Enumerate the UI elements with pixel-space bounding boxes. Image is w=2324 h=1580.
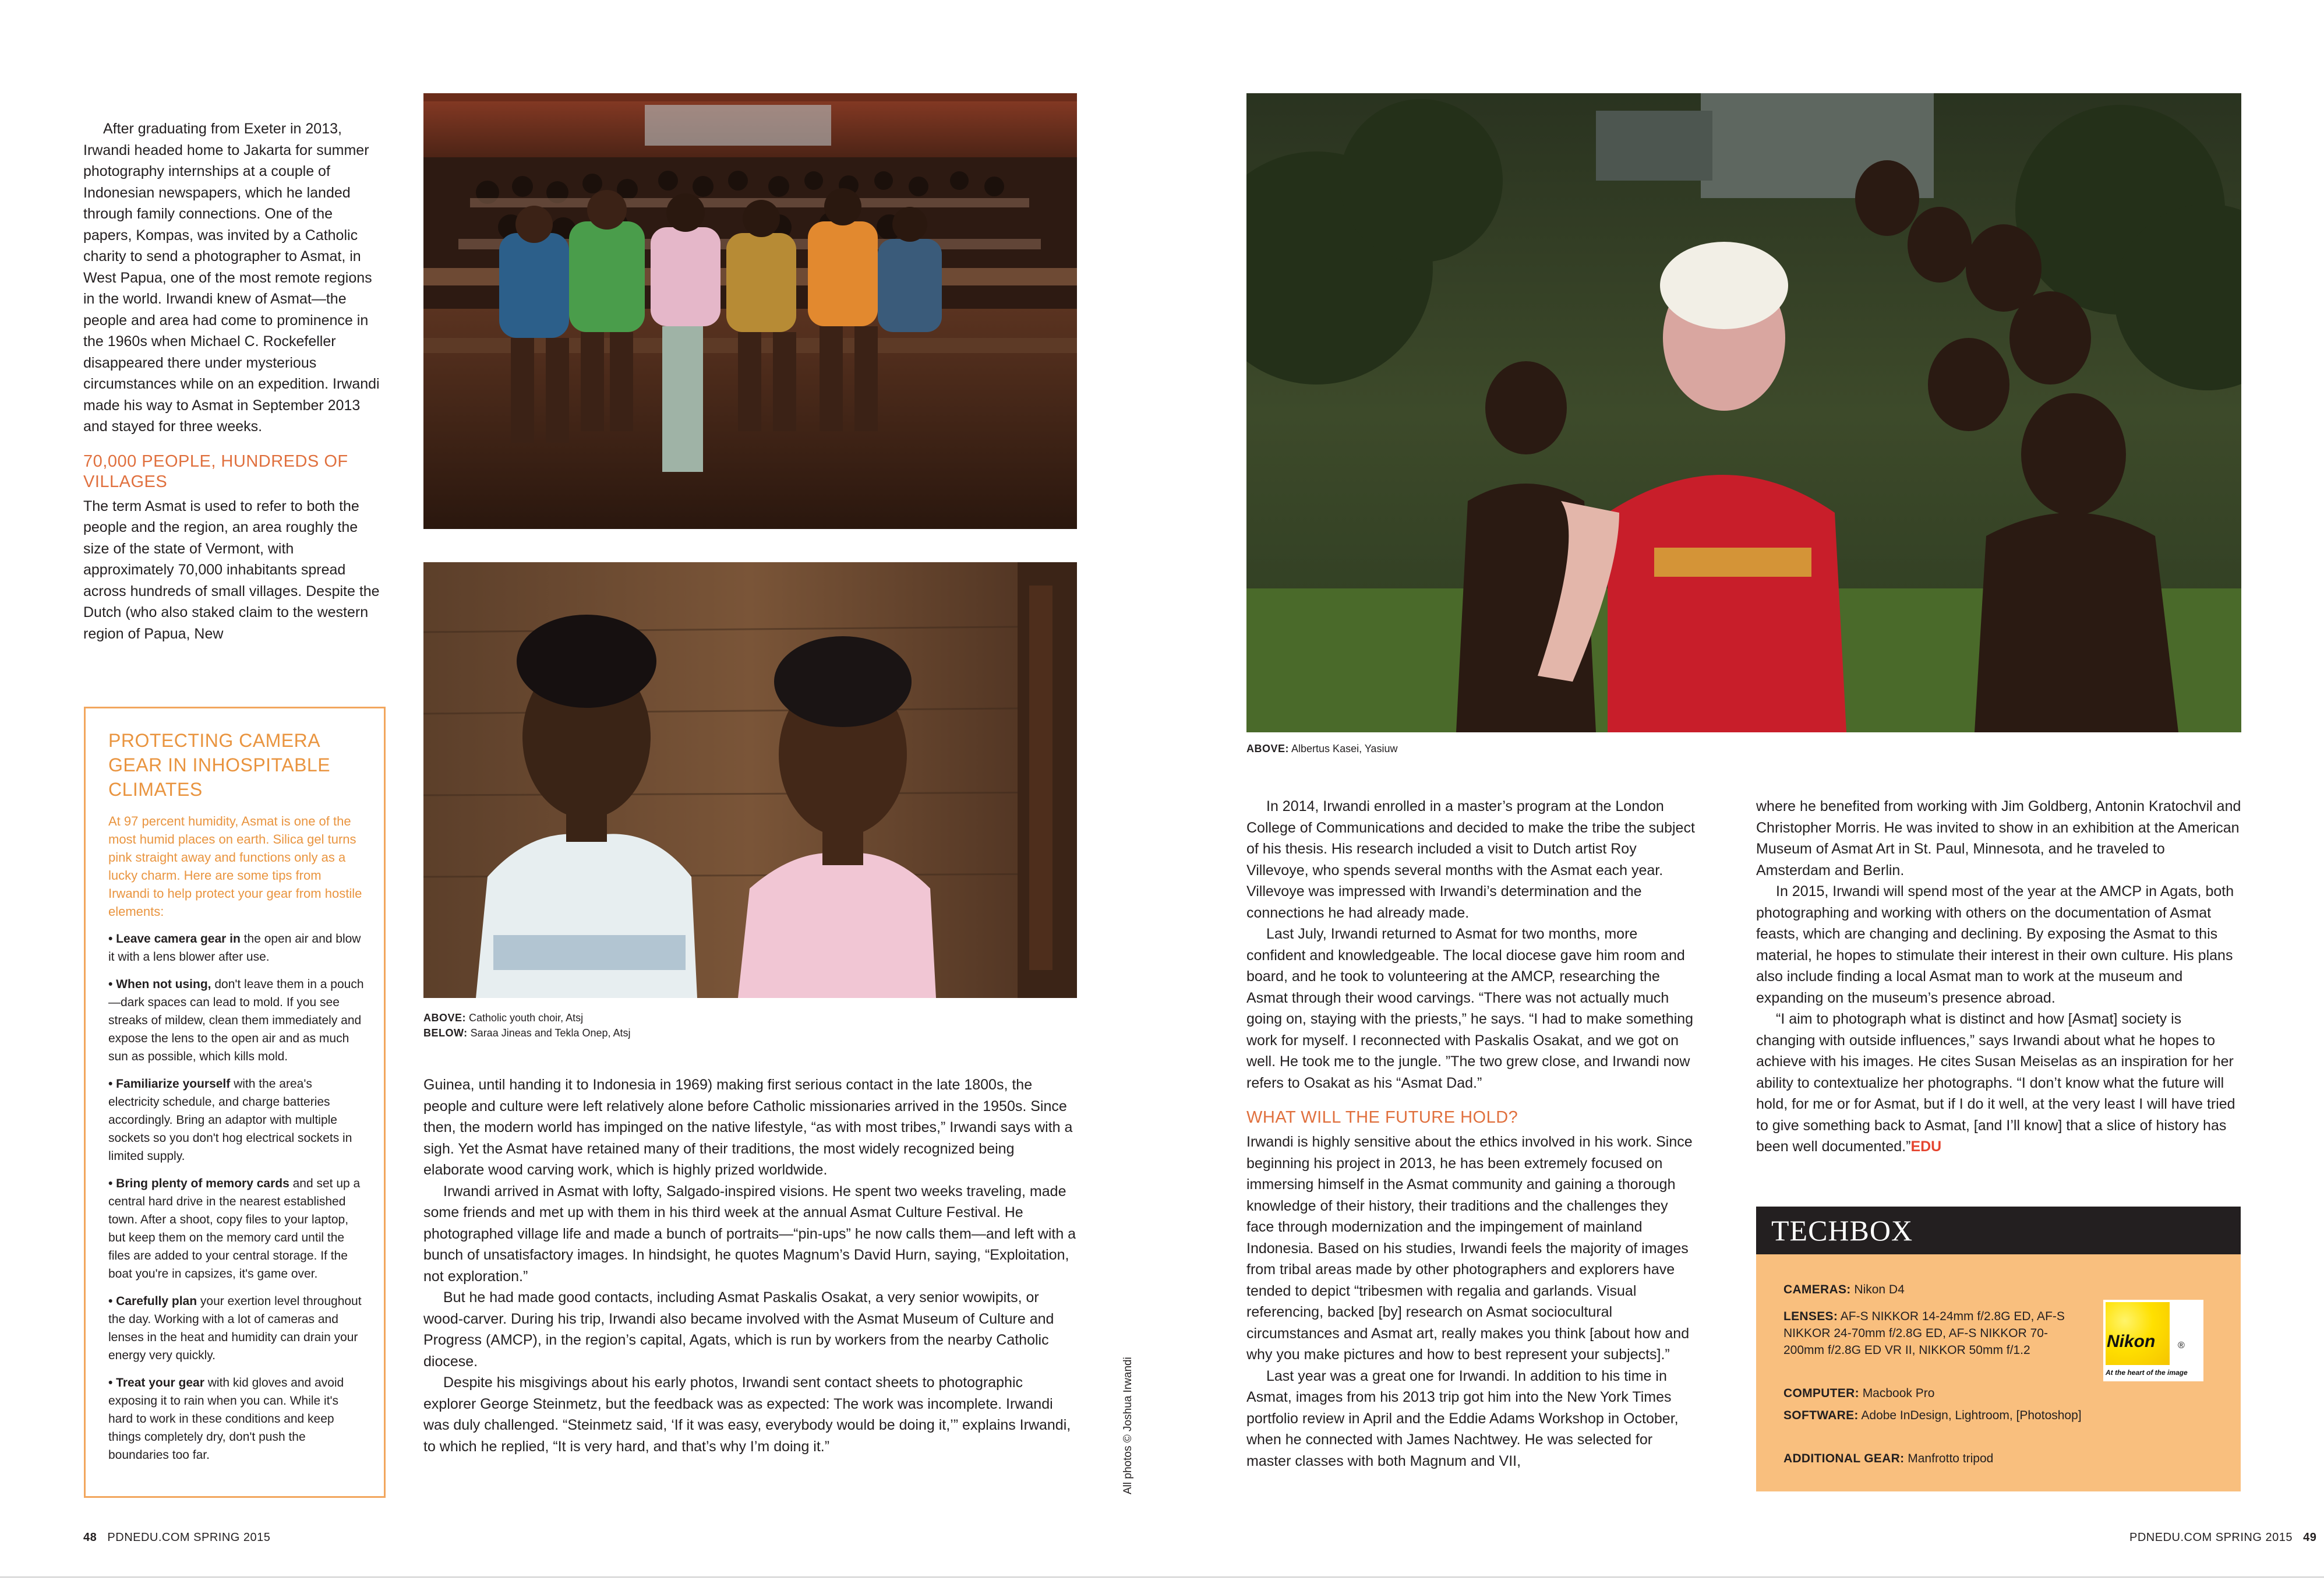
subhead-future: WHAT WILL THE FUTURE HOLD? bbox=[1246, 1108, 1518, 1127]
middle-column bbox=[423, 1074, 1077, 1457]
camera-gear-sidebar bbox=[84, 707, 386, 1498]
techbox-computer: COMPUTER: Macbook Pro bbox=[1783, 1387, 1935, 1400]
page-bottom-rule bbox=[0, 1577, 2324, 1578]
paragraph: Irwandi is highly sensitive about the ethics involved in his work. Since beginning his project in 2013, he has been extremely focused on immersing himself in the Asmat community and gaining a thorough knowledge of their history, their traditions and the challenges they face through modernization and the impingement of mainland Indonesia. Based on his studies, Irwandi feels the majority of images from tribal areas made by other photographers and explorers have tended to depict “tribesmen with regalia and garlands. Visual referencing, backed [by] research on Asmat sociocultural circumstances and Asmat art, really makes you think [about how and why you make pictures and how to best represent your subjects].” bbox=[1246, 1134, 1693, 1363]
nikon-logo bbox=[2103, 1300, 2203, 1381]
tip-item: • When not using, don't leave them in a pouch—dark spaces can lead to mold. If you see streaks of mildew, clean them immediately and expose the lens to the open air and as much sun as possible, which kills mold. bbox=[108, 978, 364, 1063]
right-photo-caption: ABOVE: Albertus Kasei, Yasiuw bbox=[1246, 743, 1398, 754]
techbox-additional-gear: ADDITIONAL GEAR: Manfrotto tripod bbox=[1783, 1452, 1994, 1465]
women-portrait-image bbox=[423, 562, 1077, 998]
caption-above: ABOVE: Catholic youth choir, Atsj bbox=[423, 1012, 584, 1024]
paragraph: Last July, Irwandi returned to Asmat for two months, more confident and knowledgeable. The local diocese gave him room and board, and he took to volunteering at the AMCP, researching the Asmat through their wood carvings. “There was not actually much going on, staying with the priests,” he says. “I had to make something work for myself. I reconnected with Paskalis Osakat, and we got on well. He took me to the jungle. ”The two grew close, and Irwandi now refers to Osakat as his “Asmat Dad.” bbox=[1246, 926, 1694, 1091]
folio-right: PDNEDU.COM SPRING 2015 49 bbox=[2129, 1531, 2317, 1544]
right-column-2 bbox=[1756, 796, 2242, 1158]
caption-below: BELOW: Saraa Jineas and Tekla Onep, Atsj bbox=[423, 1027, 631, 1039]
paragraph: In 2015, Irwandi will spend most of the year at the AMCP in Agats, both photographing and working with others on the documentation of Asmat feasts, which are changing and declining. By exposing the Asmat to this material, he hopes to stimulate their interest in their own culture. His plans also include finding a local Asmat man to work at the museum and expanding on the museum’s presence abroad. bbox=[1756, 883, 2234, 1006]
paragraph: where he benefited from working with Jim Goldberg, Antonin Kratochvil and Christopher Morris. He was invited to show in an exhibition at the American Museum of Asmat Art in St. Paul, Minnesota, and he traveled to Amsterdam and Berlin. bbox=[1756, 798, 2241, 879]
techbox-software: SOFTWARE: Adobe InDesign, Lightroom, [Photoshop] bbox=[1783, 1409, 2082, 1422]
sidebar-tips bbox=[108, 930, 365, 1464]
choir-photo-image bbox=[423, 93, 1077, 529]
photo-credit: All photos © Joshua Irwandi bbox=[1122, 1357, 1134, 1494]
sidebar-intro: At 97 percent humidity, Asmat is one of the most humid places on earth. Silica gel turns pink straight away and functions only as a lucky charm. Here are some tips from Irwandi to help protect your gear from hostile elements: bbox=[108, 814, 362, 919]
left-photo-captions bbox=[423, 1010, 831, 1041]
women-portrait-photo bbox=[423, 562, 1077, 998]
tip-item: • Carefully plan your exertion level throughout the day. Working with a lot of cameras and lenses in the heat and humidity can drain your energy very quickly. bbox=[108, 1295, 362, 1362]
paragraph: “I aim to photograph what is distinct and how [Asmat] society is changing with outside influences,” says Irwandi about what he hopes to achieve with his images. He cites Susan Meiselas as an inspiration for her ability to contextualize her photographs. “I don’t know what the future will hold, for me or for Asmat, but if I do it well, at the very least I will have tried to give something back to Asmat, [and I’ll know] that a slice of history has been well documented.”EDU bbox=[1756, 1011, 2235, 1155]
paragraph: Despite his misgivings about his early photos, Irwandi sent contact sheets to photographic explorer George Steinmetz, but the feedback was as expected: The work was incomplete. Irwandi was duly challenged. “Steinmetz said, ‘If it was easy, everybody would be doing it,’” explains Irwandi, to which he replied, “It is very hard, and that’s why I’m doing it.” bbox=[423, 1374, 1071, 1455]
right-column-1 bbox=[1246, 796, 1698, 1472]
albino-boy-image bbox=[1246, 93, 2241, 732]
asmat-paragraph: The term Asmat is used to refer to both the people and the region, an area roughly the size of the state of Vermont, with approximately 70,000 inhabitants spread across hundreds of small villages. Despite the Dutch (who also staked claim to the western region of Papua, New bbox=[83, 498, 380, 642]
paragraph: Last year was a great one for Irwandi. In addition to his time in Asmat, images from his 2013 trip got him into the New York Times portfolio review in April and the Eddie Adams Workshop in October, when he connected with James Nachtwey. He was selected for master classes with both Magnum and VII, bbox=[1246, 1367, 1679, 1469]
tip-item: • Treat your gear with kid gloves and avoid exposing it to rain when you can. While it's hard to work in these conditions and keep things completely dry, don't push the boundaries too far. bbox=[108, 1376, 344, 1462]
nikon-wordmark: Nikon bbox=[2107, 1332, 2156, 1351]
techbox-lenses: LENSES: AF-S NIKKOR 14-24mm f/2.8G ED, AF-S NIKKOR 24-70mm f/2.8G ED, AF-S NIKKOR 70-200mm f/2.8G ED VR II, NIKKOR 50mm f/1.2 bbox=[1783, 1310, 2065, 1357]
edu-endmark: EDU bbox=[1910, 1138, 1942, 1155]
techbox bbox=[1756, 1254, 2241, 1491]
techbox-cameras: CAMERAS: Nikon D4 bbox=[1783, 1283, 1905, 1296]
tip-item: • Bring plenty of memory cards and set up a central hard drive in the nearest established town. After a shoot, copy files to your laptop, but keep them on the memory card until the files are added to your central storage. If the boat you're in capsizes, it's game over. bbox=[108, 1177, 361, 1281]
folio-left: 48 PDNEDU.COM SPRING 2015 bbox=[83, 1531, 271, 1544]
intro-paragraph: After graduating from Exeter in 2013, Irwandi headed home to Jakarta for summer photography internships at a couple of Indonesian newspapers, which he landed through family connections. One of the papers, Kompas, was invited by a Catholic charity to send a photographer to Asmat, in West Papua, one of the most remote regions in the world. Irwandi knew of Asmat—the people and area had come to prominence in the 1960s when Michael C. Rockefeller disappeared there under mysterious circumstances while on an expedition. Irwandi made his way to Asmat in September 2013 and stayed for three weeks. bbox=[83, 121, 380, 435]
tip-item: • Leave camera gear in the open air and blow it with a lens blower after use. bbox=[108, 932, 361, 964]
subhead-70000-people: 70,000 PEOPLE, HUNDREDS OF VILLAGES bbox=[83, 452, 348, 491]
sidebar-title: PROTECTING CAMERA GEAR IN INHOSPITABLE CLIMATES bbox=[108, 730, 331, 800]
intro-column bbox=[83, 118, 380, 644]
choir-photo bbox=[423, 93, 1077, 529]
paragraph: Irwandi arrived in Asmat with lofty, Salgado-inspired visions. He spent two weeks traveling, made some friends and met up with them in his third week at the annual Asmat Culture Festival. He photographed village life and made a bunch of portraits—“pin-ups” he now calls them—and left with a bunch of unsatisfactory images. In hindsight, he quotes Magnum’s David Hurn, saying, “Exploitation, not exploration.” bbox=[423, 1183, 1076, 1285]
tip-item: • Familiarize yourself with the area's electricity schedule, and charge batteries accordingly. Bring an adaptor with multiple sockets so you don't hog electrical sockets in limited supply. bbox=[108, 1077, 352, 1163]
albino-boy-photo bbox=[1246, 93, 2241, 732]
paragraph: In 2014, Irwandi enrolled in a master’s program at the London College of Communications and decided to make the tribe the subject of his thesis. His research included a visit to Dutch artist Roy Villevoye, who spends several months with the Asmat each year. Villevoye was impressed with Irwandi’s determination and the connections he had already made. bbox=[1246, 798, 1695, 921]
techbox-title: TECHBOX bbox=[1756, 1207, 2241, 1254]
nikon-tagline: At the heart of the image bbox=[2106, 1369, 2188, 1377]
registered-mark: ® bbox=[2178, 1341, 2185, 1350]
paragraph: But he had made good contacts, including Asmat Paskalis Osakat, a very senior wowipits, or wood-carver. During his trip, Irwandi also became involved with the Asmat Museum of Culture and Progress (AMCP), in the region’s capital, Agats, which is run by workers from the nearby Catholic diocese. bbox=[423, 1289, 1054, 1370]
paragraph: Guinea, until handing it to Indonesia in 1969) making first serious contact in the late 1800s, the people and culture were left relatively alone before Catholic missionaries arrived in the 1950s. Since then, the modern world has impinged on the native lifestyle, “as with most tribes,” Irwandi says with a sigh. Yet the Asmat have retained many of their traditions, the most widely recognized being elaborate wood carving work, which is highly prized worldwide. bbox=[423, 1077, 1073, 1178]
